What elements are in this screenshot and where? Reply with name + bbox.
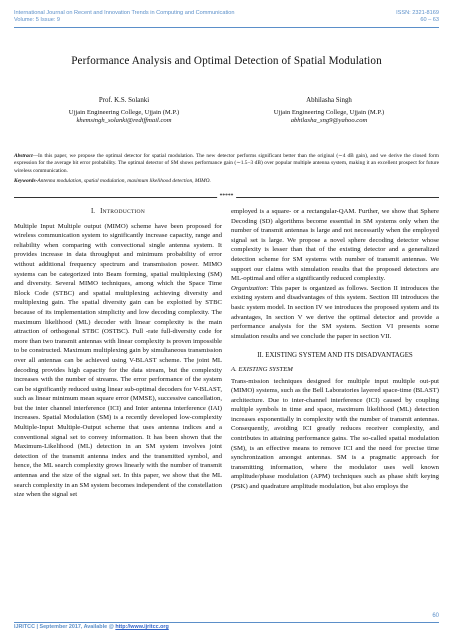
keywords-label: Keywords- <box>14 178 38 184</box>
section-heading-existing-system: II. EXISTING SYSTEM AND ITS DISADVANTAGES <box>257 352 413 360</box>
abstract-label: Abstract <box>14 153 33 159</box>
section-title-initial: I <box>100 208 103 215</box>
organization-label: Organization <box>231 284 267 292</box>
header-right <box>396 10 439 24</box>
keywords-text: Antenna modulation, spatial modulation, maximum likelihood detection, MIMO. <box>37 178 211 184</box>
author-name: Prof. K.S. Solanki <box>98 97 150 104</box>
existing-system-paragraph: Trans-mission techniques designed for multiple input multiple out-put (MIMO) systems, such as the Bell Laboratories layered space-time (BLAST) architecture. Due to inter-channel interference (ICI) caused by coupling multiple symbols in time and space, maximum likelihood (ML) detection increases exponentially in complexity with the number of transmit antennas. Consequently, avoiding ICI greatly reduces receiver complexity, and contributes in attaining performance gains. The so-called spatial modulation (SM), is an effective means to remove ICI and the need for precise time synchronization amongst antennas. SM is a pragmatic approach for transmitting information, where the modulator uses well known amplitude/phase modulation (APM) techniques such as phase shift keying (PSK) and quadrature amplitude modulation, but also employs the <box>231 377 439 491</box>
author-block-1 <box>24 97 224 126</box>
section-title-rest: NTRODUCTION <box>102 209 146 215</box>
paper-title: Performance Analysis and Optimal Detection of Spatial Modulation <box>71 55 382 67</box>
page-range: 60 – 63 <box>420 17 439 23</box>
right-column <box>231 207 439 492</box>
journal-website-link[interactable]: http://www.ijritcc.org <box>115 624 169 630</box>
left-column <box>14 207 222 500</box>
author-affiliation: Ujjain Engineering College, Ujjain (M.P.) <box>273 108 385 116</box>
footer <box>14 624 169 630</box>
author-email[interactable]: abhilasha_sng9@yahoo.com <box>290 117 368 124</box>
subsection-heading-existing-system: A. EXISTING SYSTEM <box>231 365 293 373</box>
abstract <box>14 153 439 175</box>
author-block-2 <box>229 97 429 126</box>
abstract-text: —In this paper, we propose the optimal detector for spatial modulation. The new detector performs significant better than the original (∼4 dB gain), and we derive the closed form expression for the average bit error probability. The optimal detector of SM shows performance gain (∼1.5−3 dB) over popular multiple antenna system, making it an excellent prospect for future wireless communication. <box>14 153 439 174</box>
section-heading-introduction <box>14 207 222 218</box>
separator-stars: ***** <box>217 193 237 199</box>
organization-text: : This paper is organized as follows. Section II introduces the existing system and disadvantages of this system. Section III introduces the basic system model. In section IV we introduces the proposed system and its advantages, In section V we derive the optimal detector and provide a performance analysis for the SM system. Section VI presents some simulation results and we conclude the paper in section VII. <box>231 284 439 340</box>
author-email[interactable]: khemsingh_solanki@rediffmail.com <box>76 117 172 124</box>
footer-text: IJRITCC | September 2017, Available @ <box>14 624 116 630</box>
author-name: Abhilasha Singh <box>306 97 352 104</box>
intro-paragraph: Multiple Input Multiple output (MIMO) scheme have been proposed for wireless communication system to significantly increase capacity, range and reliability when comparing with convectional single antenna system. It provides increase in data throughput and minimum probability of error without additional frequency spectrum and transmission power. MIMO systems can be categorized into Beam forming, spatial multiplexing (SM) and diversity. Several MIMO techniques, among which the Space Time Block Code (STBC) and spatial multiplexing achieving diversity and multiplexing gain. The spatial diversity gain can be exploited by STBC because of its implementation simplicity and low decoding complexity. The maximum likelihood (ML) decoder with linear complexity is the main attraction of orthogonal STBC (OSTBC). Full -rate full-diversity code for more than two transmit antennas with linear complexity is proven impossible to be constructed. Maximum multiplexing gain by simultaneous transmission over all antennas can be achieved using V-BLAST scheme. The joint ML decoding provides high capacity for the data stream, but the complexity increases with the number of streams. The error performance of the system can be significantly reduced using linear sub-optimal decoders for V-BLAST, such as linear minimum mean square error (MMSE), successive cancellation, but the inter channel interference (ICI) and Inter antenna interference (IAI) increases. Spatial Modulation (SM) is a recently developed low-complexity Multiple-Input Multiple-Output scheme that uses antenna indices and a conventional signal set to convey information. It has been shown that the Maximum-Likelihood (ML) detection in an SM system involves joint detection of the transmit antenna index and the transmitted symbol, and hence, the ML search complexity grows linearly with the number of transmit antennas and the size of the signal set. In this paper, we show that the ML search complexity in an SM system becomes independent of the constellation size when the signal set <box>14 222 222 499</box>
intro-continued-paragraph: employed is a square- or a rectangular-QAM. Further, we show that Sphere Decoding (SD) algorithms become essential in SM systems only when the number of transmit antennas is large and not necessarily when the employed signal set is large. We propose a novel sphere decoding detector whose complexity is lesser than that of the existing detector and a generalized detection scheme for SM systems with number of transmit antennas. We support our claims with simulation results that the proposed detectors are ML-optimal and offer a significantly reduced complexity. <box>231 208 439 283</box>
volume-issue: Volume: 5 Issue: 9 <box>14 17 61 23</box>
issn: ISSN: 2321-8169 <box>396 10 439 16</box>
journal-name: International Journal on Recent and Innovation Trends in Computing and Communication <box>14 10 235 16</box>
organization-paragraph <box>231 284 439 342</box>
section-separator <box>14 194 439 200</box>
section-number: I. <box>90 208 95 215</box>
keywords <box>14 178 439 185</box>
header-left <box>14 10 234 24</box>
header-rule <box>14 27 439 28</box>
page-number: 60 <box>432 613 439 619</box>
footer-rule <box>14 622 439 623</box>
author-affiliation: Ujjain Engineering College, Ujjain (M.P.) <box>68 108 180 116</box>
